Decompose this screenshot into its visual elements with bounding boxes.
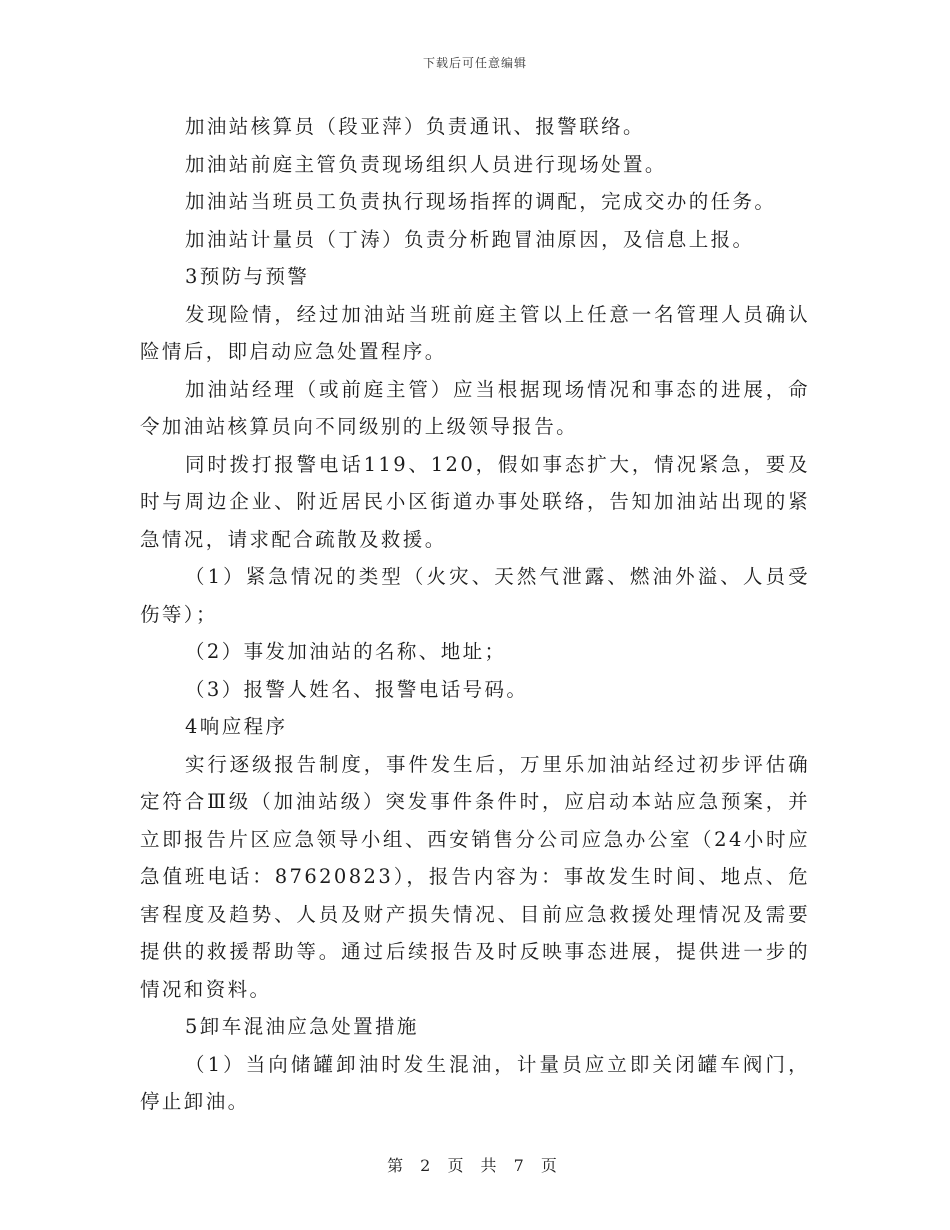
paragraph: 实行逐级报告制度，事件发生后，万里乐加油站经过初步评估确定符合Ⅲ级（加油站级）突发事件条件时，应启动本站应急预案，并立即报告片区应急领导小组、西安销售分公司应急办公室（24小时应急值班电话：87620823），报告内容为：事故发生时间、地点、危害程度及趋势、人员及财产损失情况、目前应急救援处理情况及需要提供的救援帮助等。通过后续报告及时反映事态进展，提供进一步的情况和资料。 [140,752,810,1001]
paragraph: 发现险情，经过加油站当班前庭主管以上任意一名管理人员确认险情后，即启动应急处置程序。 [140,302,810,363]
page-footer: 第 2 页 共 7 页 [387,1156,563,1175]
page-header: 下载后可任意编辑 [422,56,527,70]
paragraph: 加油站经理（或前庭主管）应当根据现场情况和事态的进展，命令加油站核算员向不同级别的上级领导报告。 [140,377,810,438]
section-heading: 4响应程序 [185,715,288,738]
paragraph: 同时拨打报警电话119、120，假如事态扩大，情况紧急，要及时与周边企业、附近居民小区街道办事处联络，告知加油站出现的紧急情况，请求配合疏散及救援。 [140,452,810,551]
list-item: （1）当向储罐卸油时发生混油，计量员应立即关闭罐车阀门，停止卸油。 [140,1052,810,1113]
section-heading: 3预防与预警 [185,265,310,288]
paragraph: 加油站核算员（段亚萍）负责通讯、报警联络。 [185,115,645,138]
paragraph: 加油站前庭主管负责现场组织人员进行现场处置。 [185,152,667,176]
section-heading: 5卸车混油应急处置措施 [185,1015,419,1038]
paragraph: 加油站计量员（丁涛）负责分析跑冒油原因，及信息上报。 [185,227,755,251]
list-item: （2）事发加油站的名称、地址； [185,640,507,663]
paragraph: 加油站当班员工负责执行现场指挥的调配，完成交办的任务。 [185,190,777,213]
body-text [140,108,810,1121]
list-item: （3）报警人姓名、报警电话号码。 [185,677,529,701]
list-item: （1）紧急情况的类型（火灾、天然气泄露、燃油外溢、人员受伤等）； [140,565,810,626]
